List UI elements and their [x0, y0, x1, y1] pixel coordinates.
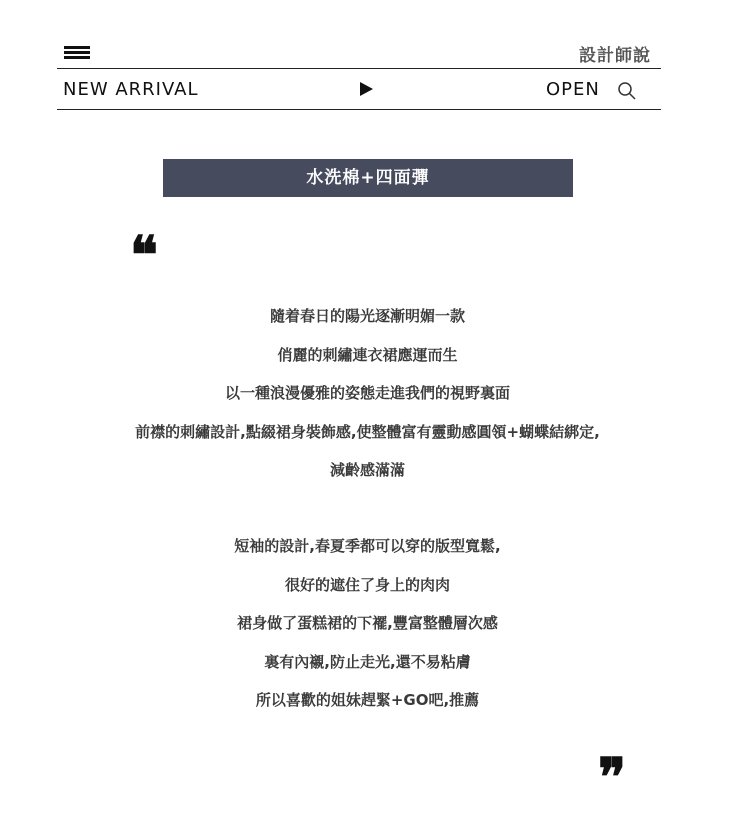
- play-icon[interactable]: [360, 82, 373, 96]
- copy-line: 前襟的刺繡設計,點綴裙身裝飾感,使整體富有靈動感圓領+蝴蝶結綁定,: [135, 422, 600, 441]
- search-icon[interactable]: [617, 81, 637, 101]
- copy-line: 俏麗的刺繡連衣裙應運而生: [277, 345, 458, 364]
- fabric-banner: 水洗棉+四面彈: [163, 159, 573, 197]
- new-arrival-link[interactable]: NEW ARRIVAL: [63, 79, 199, 100]
- designer-says-title: 設計師說: [579, 46, 651, 66]
- copy-line: 裙身做了蛋糕裙的下襬,豐富整體層次感: [237, 614, 498, 632]
- nav-bar: [57, 68, 661, 110]
- copy-line: 以一種浪漫優雅的姿態走進我們的視野裏面: [224, 384, 510, 402]
- close-quote-icon: ❞: [598, 747, 626, 808]
- copy-line: 短袖的設計,春夏季都可以穿的版型寬鬆,: [234, 537, 501, 555]
- open-link[interactable]: OPEN: [546, 79, 600, 100]
- description-paragraph-1: [0, 297, 735, 490]
- copy-line: 很好的遮住了身上的肉肉: [284, 575, 450, 594]
- copy-line: 所以喜歡的姐妹趕緊+GO吧,推薦: [255, 691, 480, 709]
- copy-line: 隨着春日的陽光逐漸明媚一款: [269, 307, 465, 325]
- copy-line: 減齡感滿滿: [329, 461, 405, 479]
- copy-line: 裏有內襯,防止走光,還不易粘膚: [264, 652, 471, 671]
- open-quote-icon: ❝: [130, 225, 158, 286]
- hamburger-menu-icon[interactable]: [64, 46, 90, 60]
- top-bar: [57, 38, 661, 69]
- description-paragraph-2: [0, 527, 735, 720]
